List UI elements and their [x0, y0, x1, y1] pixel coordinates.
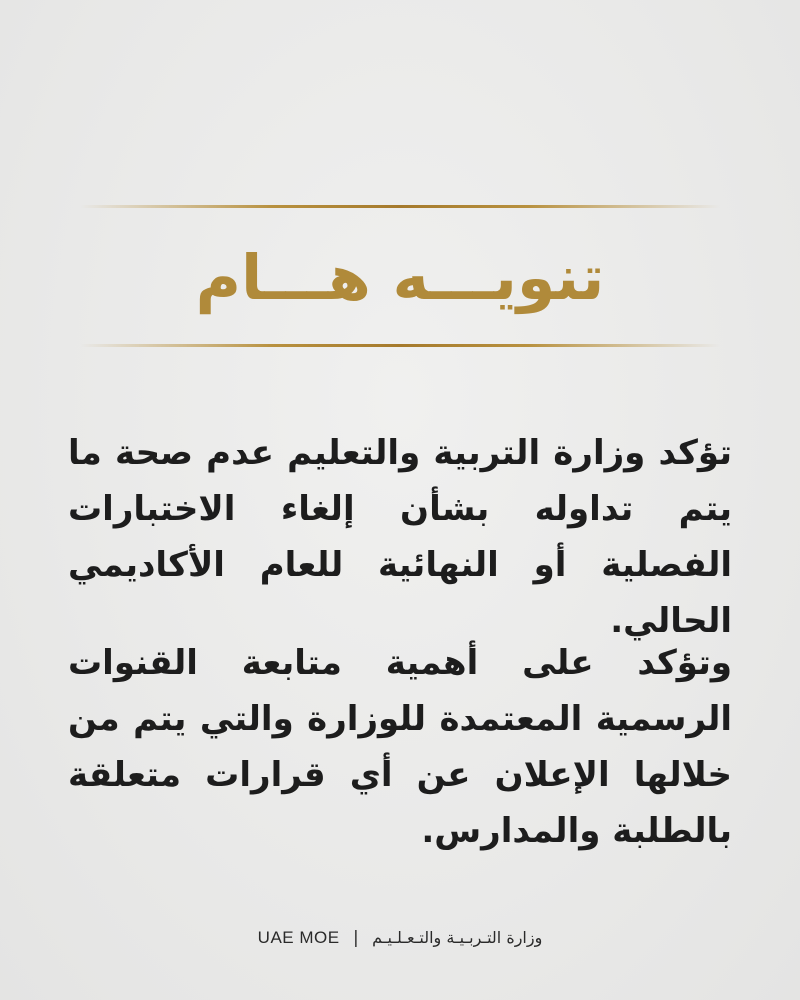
- footer-signature: [0, 928, 800, 948]
- footer-brand-arabic: وزارة التـربـيـة والتـعـلـيـم: [372, 928, 543, 947]
- footer-separator: |: [352, 928, 359, 948]
- notice-paragraph-2: وتؤكد على أهمية متابعة القنوات الرسمية المعتمدة للوزارة والتي يتم من خلالها الإعلان عن أي قرارات متعلقة بالطلبة والمدارس.: [68, 643, 732, 851]
- footer-brand-english: UAE MOE: [257, 928, 340, 947]
- top-gold-divider: [80, 205, 720, 208]
- notice-paragraph-1: تؤكد وزارة التربية والتعليم عدم صحة ما يتم تداوله بشأن إلغاء الاختبارات الفصلية أو النهائية للعام الأكاديمي الحالي.: [68, 433, 732, 641]
- bottom-gold-divider: [80, 344, 720, 347]
- notice-title: تنويـــه هـــام: [195, 241, 605, 314]
